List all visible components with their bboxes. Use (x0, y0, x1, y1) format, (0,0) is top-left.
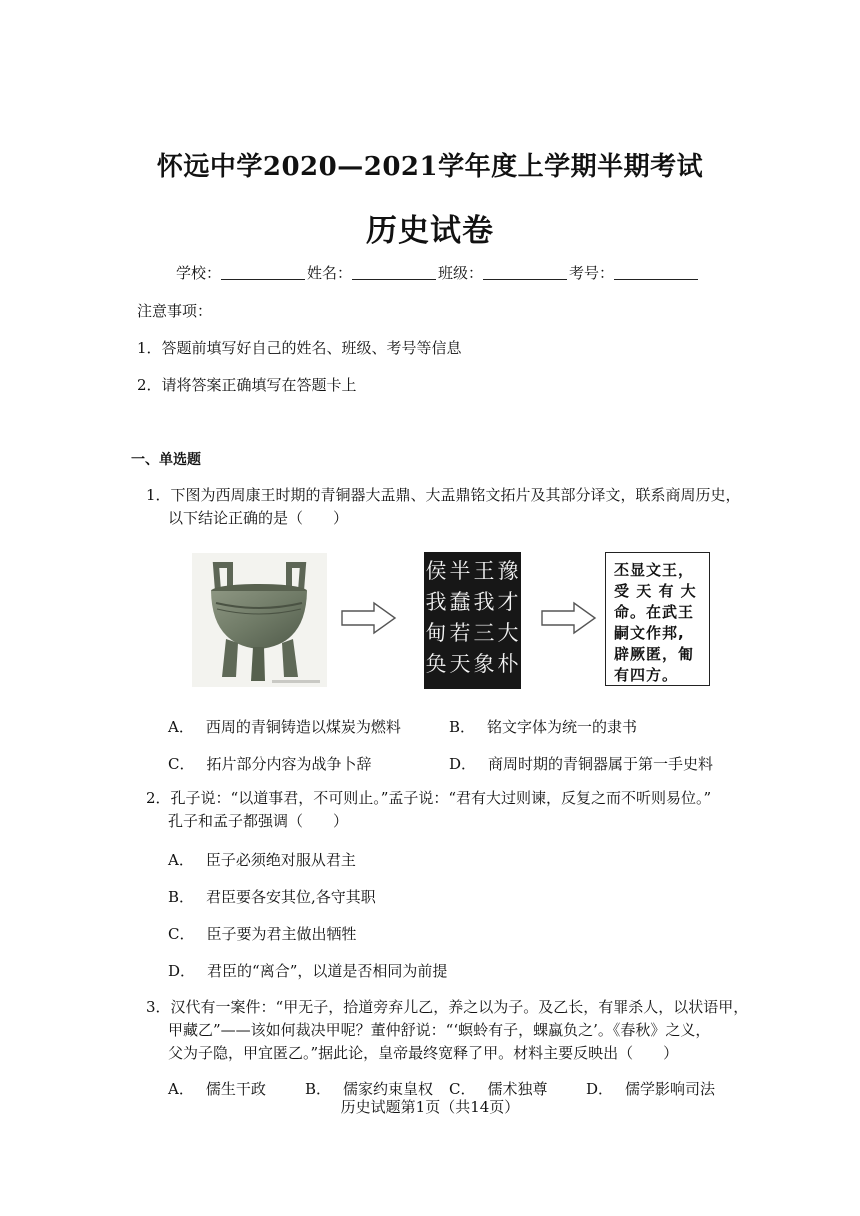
question-3-option-a[interactable]: A． 儒生干政 (168, 1080, 266, 1098)
question-2-stem-line-1: 2．孔子说：“以道事君，不可则止。”孟子说：“君有大过则谏，反复之而不听则易位。” (146, 789, 712, 807)
rubbing-column: 侯我甸奂 (425, 559, 447, 676)
subject-title: 历史试卷 (366, 213, 494, 249)
note-item-1: 1．答题前填写好自己的姓名、班级、考号等信息 (137, 339, 462, 357)
question-3-stem-line-1: 3．汉代有一案件：“甲无子，拾道旁弃儿乙，养之以为子。及乙长，有罪杀人，以状语甲， (146, 998, 749, 1016)
question-2-option-b[interactable]: B． 君臣要各安其位,各守其职 (168, 888, 376, 906)
question-2-option-c[interactable]: C． 臣子要为君主做出牺牲 (168, 925, 357, 943)
exam-title: 怀远中学2020—2021学年度上学期半期考试 (156, 152, 704, 182)
exam-no-blank[interactable] (614, 265, 698, 280)
question-1-option-a[interactable]: A． 西周的青铜铸造以煤炭为燃料 (168, 718, 401, 736)
question-2-option-d[interactable]: D． 君臣的“离合”，以道是否相同为前提 (168, 962, 448, 980)
inscription-rubbing (424, 552, 521, 689)
question-3-stem-line-2: 甲藏乙”——该如何裁决甲呢？董仲舒说：“‘螟蛉有子，蜾蠃负之’。《春秋》之义， (168, 1021, 711, 1039)
bronze-ding-photo (192, 553, 327, 687)
arrow-right-icon (541, 601, 597, 635)
exam-no-label: 考号： (569, 264, 615, 282)
school-label: 学校： (176, 264, 222, 282)
arrow-right-icon (341, 601, 397, 635)
page-footer: 历史试题第1页（共14页） (340, 1098, 520, 1116)
bronze-ding-icon (192, 553, 327, 687)
question-3-option-d[interactable]: D． 儒学影响司法 (586, 1080, 716, 1098)
translation-line: 受 天 有 大 (614, 582, 697, 600)
notes-heading: 注意事项： (137, 302, 213, 320)
student-info-line (176, 262, 700, 283)
translation-line: 嗣文作邦, (614, 624, 685, 642)
question-1-stem-line-1: 1．下图为西周康王时期的青铜器大盂鼎、大盂鼎铭文拓片及其部分译文，联系商周历史， (146, 486, 741, 504)
translation-line: 丕显文王， (614, 561, 695, 579)
translation-line: 命。在武王 (614, 603, 695, 621)
question-2-option-a[interactable]: A． 臣子必须绝对服从君主 (168, 851, 356, 869)
translation-line: 有四方。 (614, 666, 679, 684)
section-title: 一、单选题 (131, 452, 201, 468)
question-2-stem-line-2: 孔子和孟子都强调（ ） (168, 812, 349, 830)
question-1-stem-line-2: 以下结论正确的是（ ） (168, 509, 349, 527)
question-3-option-b[interactable]: B． 儒家约束皇权 (305, 1080, 434, 1098)
class-blank[interactable] (483, 265, 567, 280)
question-1-option-d[interactable]: D． 商周时期的青铜器属于第一手史料 (449, 755, 714, 773)
rubbing-column: 半蠢若天 (449, 559, 471, 676)
name-label: 姓名： (307, 264, 353, 282)
question-3-stem-line-3: 父为子隐，甲宜匿乙。”据此论，皇帝最终宽释了甲。材料主要反映出（ ） (168, 1044, 679, 1062)
class-label: 班级： (438, 264, 484, 282)
school-blank[interactable] (221, 265, 305, 280)
question-1-option-b[interactable]: B． 铭文字体为统一的隶书 (449, 718, 638, 736)
question-3-option-c[interactable]: C． 儒术独尊 (449, 1080, 548, 1098)
name-blank[interactable] (352, 265, 436, 280)
note-item-2: 2．请将答案正确填写在答题卡上 (137, 376, 357, 394)
rubbing-column: 豫才大朴 (497, 559, 519, 676)
translation-line: 辟厥匿，匍 (614, 645, 695, 663)
translation-box (605, 552, 710, 686)
question-1-option-c[interactable]: C． 拓片部分内容为战争卜辞 (168, 755, 372, 773)
rubbing-column: 王我三象 (473, 559, 495, 676)
